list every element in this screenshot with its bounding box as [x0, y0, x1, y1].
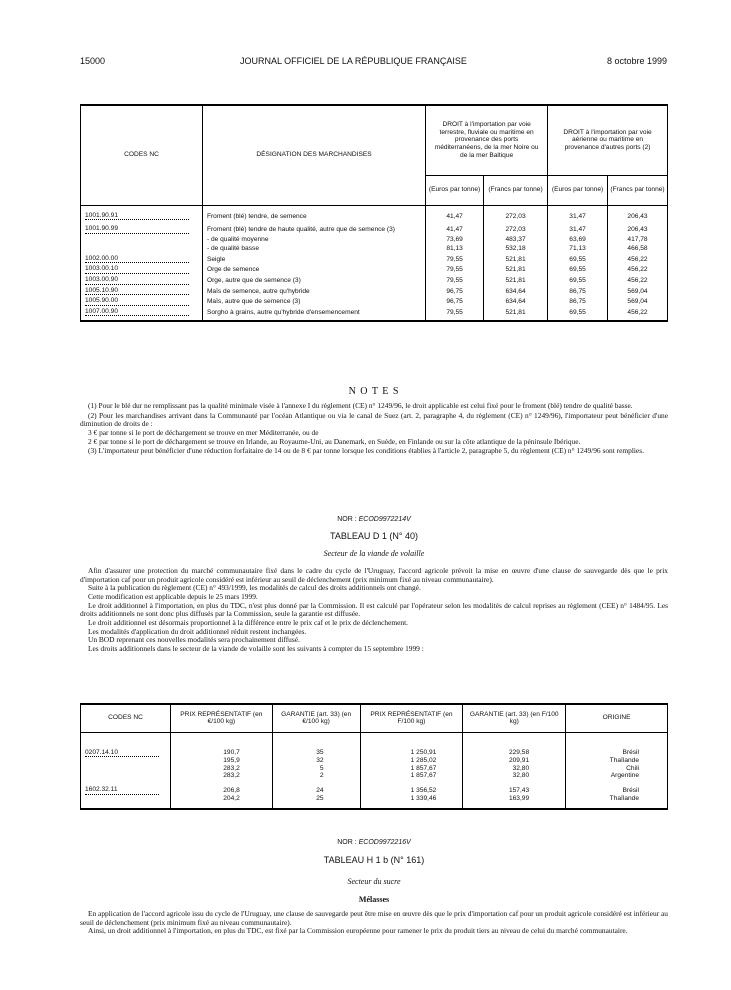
code-cell: [81, 244, 203, 254]
value-cell: 79,55: [426, 254, 484, 265]
designation-cell: Orge de semence: [202, 264, 425, 275]
value-cell: Brésil: [566, 780, 668, 795]
value-cell: 456,22: [608, 254, 668, 265]
value-cell: 634,64: [484, 296, 548, 307]
value-cell: 206,43: [608, 221, 668, 235]
value-cell: 190,7: [170, 732, 272, 757]
code-cell: [81, 235, 203, 245]
designation-cell: Froment (blé) tendre de haute qualité, autre que de semence (3): [202, 221, 425, 235]
value-cell: 1 339,46: [360, 795, 463, 810]
value-cell: 1 250,91: [360, 732, 463, 757]
code-cell: 1005.10.90: [81, 286, 203, 297]
value-cell: 86,75: [548, 286, 608, 297]
col-droit-mediterranee: DROIT à l'importation par voie terrestre, fluviale ou maritime en provenance des ports méditerranéens, de la mer Noire ou de la mer Baltique: [426, 105, 548, 175]
unit-francs: (Francs par tonne): [608, 175, 668, 205]
melasses-subtitle: Mélasses: [358, 895, 390, 904]
table-row: [81, 254, 668, 265]
code-cell: [81, 795, 171, 810]
value-cell: 229,58: [463, 732, 566, 757]
code-cell: [81, 757, 171, 765]
cereal-duties-table: [80, 104, 668, 322]
value-cell: 456,22: [608, 264, 668, 275]
value-cell: 69,55: [548, 275, 608, 286]
unit-euros: (Euros par tonne): [426, 175, 484, 205]
value-cell: 81,13: [426, 244, 484, 254]
value-cell: 569,04: [608, 296, 668, 307]
table-row: [81, 732, 668, 757]
value-cell: 5: [272, 765, 360, 773]
value-cell: 79,55: [426, 307, 484, 322]
value-cell: 1 857,67: [360, 765, 463, 773]
value-cell: 69,55: [548, 254, 608, 265]
designation-cell: - de qualité basse: [202, 244, 425, 254]
value-cell: 35: [272, 732, 360, 757]
section1-paragraph: Le droit additionnel à l'importation, en plus du TDC, n'est plus donné par la Commission. Il est calculé par l'opérateur selon les modalités de calcul reprises au règlement (CEE) n° 1484/95. Les droits additionnels ne sont donc plus diffusés par la Commission, seule la garantie est diffusée.: [80, 600, 668, 619]
code-cell: 1602.32.11: [81, 780, 171, 795]
section1-paragraph: Les modalités d'application du droit additionnel réduit restent inchangées.: [88, 626, 307, 636]
value-cell: 31,47: [548, 221, 608, 235]
value-cell: 32: [272, 757, 360, 765]
value-cell: 31,47: [548, 205, 608, 221]
value-cell: 86,75: [548, 296, 608, 307]
value-cell: 283,2: [170, 765, 272, 773]
value-cell: 96,75: [426, 286, 484, 297]
value-cell: Thaïlande: [566, 757, 668, 765]
code-cell: 1003.00.10: [81, 264, 203, 275]
issue-date: 8 octobre 1999: [606, 56, 667, 66]
table-row: [81, 205, 668, 221]
value-cell: Brésil: [566, 732, 668, 757]
value-cell: Chili: [566, 765, 668, 773]
value-cell: 1 285,02: [360, 757, 463, 765]
nor-reference: NOR : ECOD9972214V: [337, 516, 411, 523]
page-header: [80, 56, 667, 70]
value-cell: 206,8: [170, 780, 272, 795]
designation-cell: Orge, autre que de semence (3): [202, 275, 425, 286]
value-cell: 195,9: [170, 757, 272, 765]
value-cell: 79,55: [426, 275, 484, 286]
value-cell: 483,37: [484, 235, 548, 245]
page-number: 15000: [80, 56, 106, 66]
value-cell: Argentine: [566, 772, 668, 780]
table-row: [81, 780, 668, 795]
table-row: [81, 244, 668, 254]
code-cell: 1002.00.00: [81, 254, 203, 265]
tableau-title-2: TABLEAU H 1 b (N° 161): [323, 855, 425, 865]
unit-euros: (Euros par tonne): [548, 175, 608, 205]
value-cell: 272,03: [484, 221, 548, 235]
section2-paragraph-1: En application de l'accord agricole issu du cycle de l'Uruguay, une clause de sauvegarde peut être mise en œuvre dès que le prix d'importation caf pour un produit agricole considéré est inférieur au seuil de déclenchement (prix minimum fixé au niveau communautaire).: [80, 909, 668, 927]
section1-text: [80, 567, 668, 654]
value-cell: 466,58: [608, 244, 668, 254]
col-designation: DÉSIGNATION DES MARCHANDISES: [202, 105, 425, 205]
table-row: [81, 795, 668, 810]
value-cell: 73,69: [426, 235, 484, 245]
nor-reference-2: NOR : ECOD9972216V: [337, 839, 411, 846]
code-cell: [81, 772, 171, 780]
value-cell: 79,55: [426, 264, 484, 275]
value-cell: 41,47: [426, 221, 484, 235]
code-cell: 1005.90.00: [81, 296, 203, 307]
value-cell: 69,55: [548, 264, 608, 275]
value-cell: 163,99: [463, 795, 566, 810]
section1-paragraph: Les droits additionnels dans le secteur de la viande de volaille sont les suivants à compter du 15 septembre 1999 :: [88, 643, 424, 653]
col-droit-autres-ports: DROIT à l'importation par voie aérienne ou maritime en provenance d'autres ports (2): [548, 105, 668, 175]
value-cell: Thaïlande: [566, 795, 668, 810]
section1-paragraph: Un BOD reprenant ces nouvelles modalités sera prochainement diffusé.: [88, 635, 300, 645]
table-row: [81, 307, 668, 322]
section2-paragraph-2: Ainsi, un droit additionnel à l'importation, en plus du TDC, est fixé par la Commission européenne pour ramener le prix du produit tiers au niveau de celui du marché communautaire.: [88, 926, 628, 936]
table2-header: [81, 704, 668, 732]
poultry-duties-table: [80, 703, 668, 810]
value-cell: 521,81: [484, 254, 548, 265]
table2-column-header: PRIX REPRÉSENTATIF (en €/100 kg): [170, 704, 272, 732]
note-2: (2) Pour les marchandises arrivant dans la Communauté par l'océan Atlantique ou via le canal de Suez (art. 2, paragraphe 4, du règlement (CE) n° 1249/96), l'importateur peut bénéficier d'une diminution de droits de :: [80, 410, 668, 429]
code-cell: 1001.90.91: [81, 205, 203, 221]
code-cell: 1007.00.90: [81, 307, 203, 322]
value-cell: 24: [272, 780, 360, 795]
designation-cell: Froment (blé) tendre, de semence: [202, 205, 425, 221]
value-cell: 157,43: [463, 780, 566, 795]
table-row: [81, 235, 668, 245]
section2-text: [80, 910, 668, 936]
value-cell: 96,75: [426, 296, 484, 307]
journal-title: JOURNAL OFFICIEL DE LA RÉPUBLIQUE FRANÇAISE: [240, 56, 467, 66]
value-cell: 63,69: [548, 235, 608, 245]
note-3: (3) L'importateur peut bénéficier d'une réduction forfaitaire de 14 ou de 8 € par tonne lorsque les conditions établies à l'article 2, paragraphe 5, du règlement (CE) n° 1249/96 sont remplies.: [88, 446, 644, 456]
value-cell: 521,81: [484, 307, 548, 322]
secteur-title: Secteur de la viande de volaille: [323, 549, 425, 558]
value-cell: 69,55: [548, 307, 608, 322]
nor-code: ECOD9972214V: [358, 516, 411, 523]
value-cell: 71,13: [548, 244, 608, 254]
designation-cell: - de qualité moyenne: [202, 235, 425, 245]
designation-cell: Maïs de semence, autre qu'hybride: [202, 286, 425, 297]
table2-column-header: ORIGINE: [566, 704, 668, 732]
value-cell: 532,18: [484, 244, 548, 254]
table-row: [81, 286, 668, 297]
tableau-title: TABLEAU D 1 (N° 40): [330, 531, 418, 541]
table-row: [81, 221, 668, 235]
value-cell: 283,2: [170, 772, 272, 780]
nor-code-2: ECOD9972216V: [358, 839, 411, 846]
section1-paragraph: Afin d'assurer une protection du marché communautaire fixé dans le cadre du cycle de l'Uruguay, l'accord agricole prévoit la mise en œuvre d'une clause de sauvegarde dès que le prix d'importation caf pour un produit agricole considéré est inférieur au seuil de déclenchement (prix minimum fixé au niveau communautaire).: [80, 566, 668, 584]
value-cell: 1 857,67: [360, 772, 463, 780]
note-2b: 2 € par tonne si le port de déchargement se trouve en Irlande, au Royaume-Uni, au Danemark, en Suède, en Finlande ou sur la côte atlantique de la péninsule Ibérique.: [88, 436, 581, 446]
notes-title: N O T E S: [348, 386, 400, 397]
note-2a: 3 € par tonne si le port de déchargement se trouve en mer Méditerranée, ou de: [88, 427, 319, 437]
value-cell: 25: [272, 795, 360, 810]
value-cell: 1 356,52: [360, 780, 463, 795]
code-cell: 1003.00.90: [81, 275, 203, 286]
value-cell: 32,80: [463, 772, 566, 780]
section1-paragraph: Cette modification est applicable depuis le 25 mars 1999.: [88, 591, 258, 601]
section1-paragraph: Suite à la publication du règlement (CE) n° 493/1999, les modalités de calcul des droits additionnels ont changé.: [88, 583, 421, 593]
table2-column-header: PRIX REPRÉSENTATIF (en F/100 kg): [360, 704, 463, 732]
code-cell: 0207.14.10: [81, 732, 171, 757]
table-row: [81, 765, 668, 773]
designation-cell: Seigle: [202, 254, 425, 265]
value-cell: 456,22: [608, 307, 668, 322]
table2-column-header: GARANTIE (art. 33) (en F/100 kg): [463, 704, 566, 732]
table-row: [81, 757, 668, 765]
value-cell: 634,64: [484, 286, 548, 297]
table1-body: [81, 205, 668, 321]
unit-francs: (Francs par tonne): [484, 175, 548, 205]
table-row: [81, 772, 668, 780]
designation-cell: Sorgho à grains, autre qu'hybride d'ensemencement: [202, 307, 425, 322]
table-row: [81, 264, 668, 275]
secteur-title-2: Secteur du sucre: [347, 877, 401, 886]
value-cell: 417,78: [608, 235, 668, 245]
col-codes-nc: CODES NC: [81, 105, 203, 205]
table2-column-header: GARANTIE (art. 33) (en €/100 kg): [272, 704, 360, 732]
value-cell: 272,03: [484, 205, 548, 221]
table-row: [81, 296, 668, 307]
value-cell: 32,80: [463, 765, 566, 773]
value-cell: 41,47: [426, 205, 484, 221]
value-cell: 209,91: [463, 757, 566, 765]
designation-cell: Maïs, autre que de semence (3): [202, 296, 425, 307]
value-cell: 2: [272, 772, 360, 780]
value-cell: 456,22: [608, 275, 668, 286]
value-cell: 521,81: [484, 264, 548, 275]
notes-block: [80, 402, 668, 456]
note-1: (1) Pour le blé dur ne remplissant pas la qualité minimale visée à l'annexe I du règlement (CE) n° 1249/96, le droit applicable est celui fixé pour le froment (blé) tendre de qualité basse.: [88, 401, 633, 410]
table2-column-header: CODES NC: [81, 704, 171, 732]
value-cell: 206,43: [608, 205, 668, 221]
code-cell: [81, 765, 171, 773]
value-cell: 204,2: [170, 795, 272, 810]
section1-paragraph: Le droit additionnel est désormais proportionnel à la différence entre le prix caf et le prix de déclenchement.: [88, 617, 408, 627]
table-row: [81, 275, 668, 286]
code-cell: 1001.90.99: [81, 221, 203, 235]
table2-body: [81, 732, 668, 809]
value-cell: 569,04: [608, 286, 668, 297]
value-cell: 521,81: [484, 275, 548, 286]
